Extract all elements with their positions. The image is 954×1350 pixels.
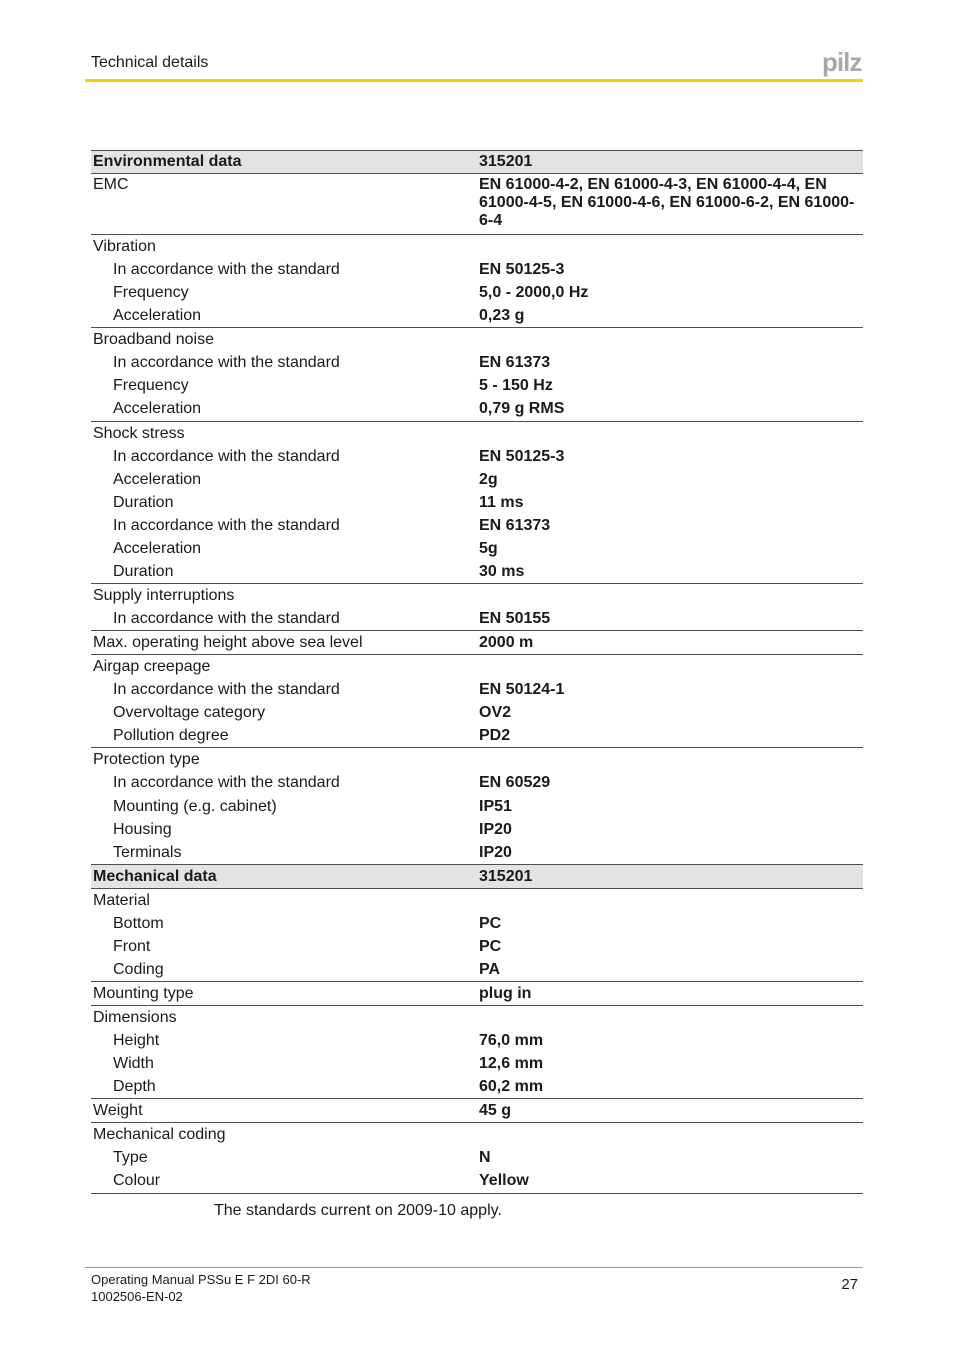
spec-value: 5g: [479, 539, 498, 557]
spec-row: [91, 935, 863, 958]
group-title-row: [91, 235, 863, 258]
spec-label: Overvoltage category: [113, 704, 266, 722]
spec-value: EN 50125-3: [479, 447, 565, 465]
spec-value: 5 - 150 Hz: [479, 377, 553, 395]
spec-label: In accordance with the standard: [113, 447, 340, 465]
spec-label: Terminals: [113, 843, 182, 861]
spec-value: EN 50124-1: [479, 681, 565, 699]
spec-value: EN 50125-3: [479, 261, 565, 279]
spec-label: Depth: [113, 1078, 156, 1096]
group-label: Shock stress: [93, 424, 185, 442]
spec-row: [91, 537, 863, 560]
spec-value: EN 61000-4-2, EN 61000-4-3, EN 61000-4-4, EN 61000-4-5, EN 61000-4-6, EN 61000-6-2, EN 61000-6-4: [479, 176, 855, 229]
spec-value: EN 60529: [479, 774, 551, 792]
pilz-logo: pilz: [822, 47, 862, 77]
spec-value: EN 50155: [479, 610, 551, 627]
spec-value: PC: [479, 914, 502, 932]
spec-label: Max. operating height above sea level: [93, 634, 363, 652]
spec-row: [91, 724, 863, 747]
spec-value: 0,79 g RMS: [479, 400, 565, 418]
spec-row: [91, 560, 863, 583]
section-title: Mechanical data: [93, 867, 217, 885]
spec-row: [91, 771, 863, 794]
spec-label: Acceleration: [113, 470, 202, 488]
spec-row: [91, 701, 863, 724]
group-label: Dimensions: [93, 1009, 177, 1026]
spec-label: Weight: [93, 1102, 143, 1120]
spec-value: plug in: [479, 984, 532, 1002]
spec-label: In accordance with the standard: [113, 774, 340, 792]
spec-label: Coding: [113, 960, 164, 978]
section-header-row: [91, 865, 863, 889]
spec-value: 0,23 g: [479, 307, 525, 325]
spec-row: [91, 795, 863, 818]
spec-group-emc: [91, 174, 863, 235]
spec-group-weight: [91, 1099, 863, 1123]
spec-group-mounting-type: [91, 982, 863, 1006]
spec-row: [91, 912, 863, 935]
group-label: Airgap creepage: [93, 658, 211, 676]
spec-value: 2g: [479, 470, 498, 488]
spec-label: Width: [113, 1055, 154, 1073]
spec-label: In accordance with the standard: [113, 516, 340, 534]
spec-value: 76,0 mm: [479, 1032, 544, 1050]
spec-group-material: [91, 889, 863, 982]
group-label: Mechanical coding: [93, 1126, 226, 1144]
spec-value: OV2: [479, 704, 512, 722]
spec-row: [91, 397, 863, 420]
group-title-row: [91, 1006, 863, 1029]
spec-value: 45 g: [479, 1102, 512, 1120]
spec-value: 12,6 mm: [479, 1055, 544, 1073]
spec-value: EN 61373: [479, 516, 551, 534]
group-label: Broadband noise: [93, 331, 214, 349]
section-environmental-data: [91, 150, 863, 865]
spec-group-airgap-creepage: [91, 655, 863, 748]
spec-label: In accordance with the standard: [113, 261, 340, 279]
spec-label: Housing: [113, 820, 172, 838]
spec-row: [91, 491, 863, 514]
group-title-row: [91, 655, 863, 678]
footer-document-title: Operating Manual PSSu E F 2DI 60-R: [91, 1272, 311, 1287]
spec-row: [91, 445, 863, 468]
spec-value: PC: [479, 937, 502, 955]
spec-row: [91, 174, 863, 234]
spec-label: In accordance with the standard: [113, 681, 340, 699]
group-label: Supply interruptions: [93, 586, 235, 604]
spec-row: [91, 1052, 863, 1075]
section-title: Environmental data: [93, 153, 242, 170]
group-title-row: [91, 1123, 863, 1146]
spec-row: [91, 468, 863, 491]
spec-row: [91, 631, 863, 654]
standards-note: The standards current on 2009-10 apply.: [214, 1202, 502, 1219]
page-number: 27: [841, 1276, 858, 1293]
spec-value: IP20: [479, 843, 512, 861]
spec-row: [91, 351, 863, 374]
footer-document-number: 1002506-EN-02: [91, 1289, 183, 1304]
group-title-row: [91, 422, 863, 445]
spec-value: 2000 m: [479, 634, 534, 652]
spec-group-broadband-noise: [91, 328, 863, 421]
spec-value: N: [479, 1149, 491, 1167]
spec-label: Colour: [113, 1172, 161, 1190]
spec-value: 5,0 - 2000,0 Hz: [479, 284, 589, 302]
spec-label: Frequency: [113, 377, 189, 395]
spec-row: [91, 1146, 863, 1169]
spec-group-dimensions: [91, 1006, 863, 1099]
group-title-row: [91, 328, 863, 351]
spec-value: 60,2 mm: [479, 1078, 544, 1096]
section-header-row: [91, 150, 863, 174]
spec-group-supply-interruptions: [91, 584, 863, 631]
running-header-title: Technical details: [91, 54, 209, 71]
spec-label: Duration: [113, 562, 174, 580]
group-label: Protection type: [93, 751, 200, 769]
technical-data-table: [91, 150, 863, 1194]
spec-group-max-operating-height: [91, 631, 863, 655]
spec-row: [91, 841, 863, 864]
footer-rule: [85, 1267, 863, 1268]
spec-row: [91, 1099, 863, 1122]
spec-label: Type: [113, 1149, 148, 1167]
spec-row: [91, 258, 863, 281]
spec-group-mechanical-coding: [91, 1123, 863, 1193]
spec-row: [91, 958, 863, 981]
spec-label: Front: [113, 937, 151, 955]
section-mechanical-data: [91, 865, 863, 1194]
group-title-row: [91, 584, 863, 607]
spec-group-protection-type: [91, 748, 863, 864]
spec-row: [91, 1029, 863, 1052]
spec-label: Bottom: [113, 914, 164, 932]
spec-label: Frequency: [113, 284, 189, 302]
spec-value: IP20: [479, 820, 512, 838]
section-product-number: 315201: [479, 867, 533, 885]
spec-value: 11 ms: [479, 493, 524, 511]
spec-label: Acceleration: [113, 400, 202, 418]
spec-row: [91, 607, 863, 630]
group-title-row: [91, 889, 863, 912]
spec-label: Mounting (e.g. cabinet): [113, 797, 277, 815]
spec-label: In accordance with the standard: [113, 610, 340, 627]
spec-label: Duration: [113, 493, 174, 511]
spec-row: [91, 1169, 863, 1192]
group-label: Material: [93, 891, 150, 909]
spec-value: IP51: [479, 797, 512, 815]
spec-row: [91, 304, 863, 327]
spec-value: EN 61373: [479, 354, 551, 372]
spec-label: Acceleration: [113, 539, 202, 557]
spec-group-shock-stress: [91, 422, 863, 584]
spec-row: [91, 514, 863, 537]
group-title-row: [91, 748, 863, 771]
header-rule: [85, 79, 863, 82]
spec-value: PD2: [479, 727, 511, 745]
spec-label: Acceleration: [113, 307, 202, 325]
spec-label: In accordance with the standard: [113, 354, 340, 372]
spec-label: Height: [113, 1032, 160, 1050]
spec-value: PA: [479, 960, 501, 978]
spec-row: [91, 818, 863, 841]
spec-label: Pollution degree: [113, 727, 229, 745]
spec-value: 30 ms: [479, 562, 525, 580]
group-label: Vibration: [93, 238, 156, 255]
section-product-number: 315201: [479, 153, 533, 170]
spec-row: [91, 281, 863, 304]
spec-value: Yellow: [479, 1172, 529, 1190]
spec-row: [91, 982, 863, 1005]
spec-row: [91, 374, 863, 397]
spec-row: [91, 1075, 863, 1098]
spec-row: [91, 678, 863, 701]
spec-label: EMC: [93, 176, 129, 193]
spec-label: Mounting type: [93, 984, 194, 1002]
spec-group-vibration: [91, 235, 863, 328]
